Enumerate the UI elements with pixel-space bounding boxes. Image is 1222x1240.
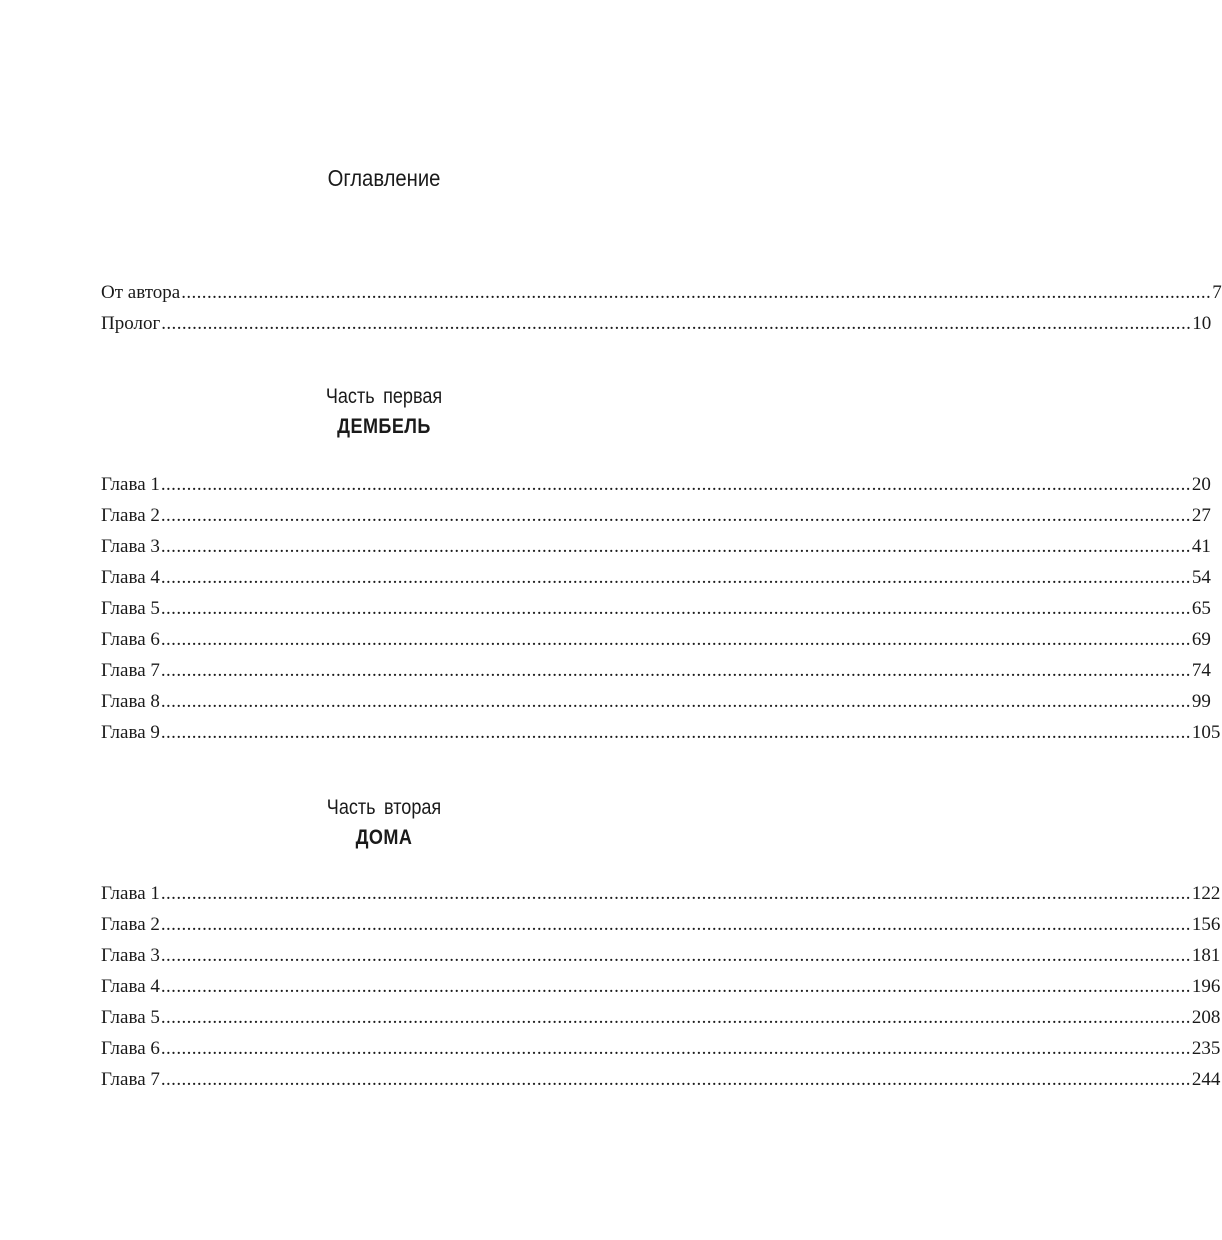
toc-entry-label: Глава 1 (101, 474, 160, 495)
dot-leader: ........................................................................................................................................................................................................ (160, 914, 1191, 935)
toc-entry-label: Глава 2 (101, 914, 160, 935)
toc-entry[interactable] (101, 308, 1212, 339)
toc-entry-page: 122 (1191, 883, 1221, 904)
toc-entry[interactable] (101, 1002, 1221, 1033)
part-name: ДОМА (355, 826, 413, 849)
toc-entry-page: 27 (1191, 505, 1211, 526)
toc-entry-page: 196 (1191, 976, 1221, 997)
toc-entry-label: Глава 5 (101, 598, 160, 619)
toc-entry-label: Глава 1 (101, 883, 160, 904)
toc-entry-page: 10 (1192, 313, 1212, 334)
dot-leader: ........................................................................................................................................................................................................ (160, 976, 1191, 997)
toc-entry[interactable] (101, 971, 1221, 1002)
dot-leader: ........................................................................................................................................................................................................ (160, 691, 1191, 712)
dot-leader: ........................................................................................................................................................................................................ (160, 1007, 1191, 1028)
toc-entry-label: Глава 3 (101, 945, 160, 966)
toc-entry-label: Пролог (101, 313, 161, 334)
toc-entry-page: 181 (1191, 945, 1221, 966)
toc-entry-label: Глава 4 (101, 567, 160, 588)
toc-entry[interactable] (101, 940, 1221, 971)
toc-entry-page: 74 (1191, 660, 1211, 681)
toc-entry-page: 156 (1191, 914, 1221, 935)
toc-entry[interactable] (101, 593, 1211, 624)
toc-entry[interactable] (101, 909, 1221, 940)
toc-entry[interactable] (101, 717, 1221, 748)
toc-entry-label: Глава 8 (101, 691, 160, 712)
toc-entry-label: Глава 6 (101, 1038, 160, 1059)
toc-entry-page: 54 (1191, 567, 1211, 588)
toc-entry-label: Глава 6 (101, 629, 160, 650)
toc-entry[interactable] (101, 562, 1211, 593)
toc-entry-label: Глава 9 (101, 722, 160, 743)
toc-intro-list (101, 277, 1222, 339)
toc-entry-page: 20 (1191, 474, 1211, 495)
toc-entry-label: Глава 4 (101, 976, 160, 997)
dot-leader: ........................................................................................................................................................................................................ (181, 282, 1212, 303)
part-label: Часть вторая (326, 796, 442, 819)
part-name: ДЕМБЕЛЬ (337, 415, 431, 438)
dot-leader: ........................................................................................................................................................................................................ (160, 505, 1191, 526)
part-heading (54, 382, 714, 442)
toc-entry-page: 41 (1191, 536, 1211, 557)
dot-leader: ........................................................................................................................................................................................................ (160, 474, 1191, 495)
toc-entry[interactable] (101, 469, 1211, 500)
toc-entry[interactable] (101, 500, 1211, 531)
toc-entry-page: 65 (1191, 598, 1211, 619)
toc-entry-page: 69 (1191, 629, 1211, 650)
toc-entry-label: От автора (101, 282, 181, 303)
dot-leader: ........................................................................................................................................................................................................ (160, 567, 1191, 588)
dot-leader: ........................................................................................................................................................................................................ (160, 722, 1191, 743)
toc-entry-page: 105 (1191, 722, 1221, 743)
dot-leader: ........................................................................................................................................................................................................ (160, 945, 1191, 966)
part-label: Часть первая (325, 385, 443, 408)
toc-entry[interactable] (101, 277, 1222, 308)
dot-leader: ........................................................................................................................................................................................................ (160, 660, 1191, 681)
toc-entry-page: 7 (1212, 282, 1222, 303)
dot-leader: ........................................................................................................................................................................................................ (160, 1069, 1191, 1090)
dot-leader: ........................................................................................................................................................................................................ (160, 883, 1191, 904)
part-heading (54, 793, 714, 853)
toc-entry-page: 208 (1191, 1007, 1221, 1028)
toc-entry[interactable] (101, 531, 1211, 562)
toc-part-2-list (101, 878, 1221, 1095)
dot-leader: ........................................................................................................................................................................................................ (160, 1038, 1191, 1059)
toc-entry[interactable] (101, 655, 1211, 686)
toc-entry[interactable] (101, 878, 1221, 909)
dot-leader: ........................................................................................................................................................................................................ (161, 313, 1192, 334)
dot-leader: ........................................................................................................................................................................................................ (160, 536, 1191, 557)
toc-entry-label: Глава 2 (101, 505, 160, 526)
toc-entry-label: Глава 3 (101, 536, 160, 557)
toc-entry-page: 235 (1191, 1038, 1221, 1059)
dot-leader: ........................................................................................................................................................................................................ (160, 598, 1191, 619)
toc-part-1-list (101, 469, 1221, 748)
toc-entry[interactable] (101, 1064, 1221, 1095)
page-title: Оглавление (327, 165, 441, 191)
toc-entry[interactable] (101, 1033, 1221, 1064)
toc-entry-label: Глава 5 (101, 1007, 160, 1028)
toc-entry-label: Глава 7 (101, 660, 160, 681)
toc-entry[interactable] (101, 624, 1211, 655)
dot-leader: ........................................................................................................................................................................................................ (160, 629, 1191, 650)
toc-entry-label: Глава 7 (101, 1069, 160, 1090)
toc-entry[interactable] (101, 686, 1211, 717)
toc-entry-page: 99 (1191, 691, 1211, 712)
toc-entry-page: 244 (1191, 1069, 1221, 1090)
